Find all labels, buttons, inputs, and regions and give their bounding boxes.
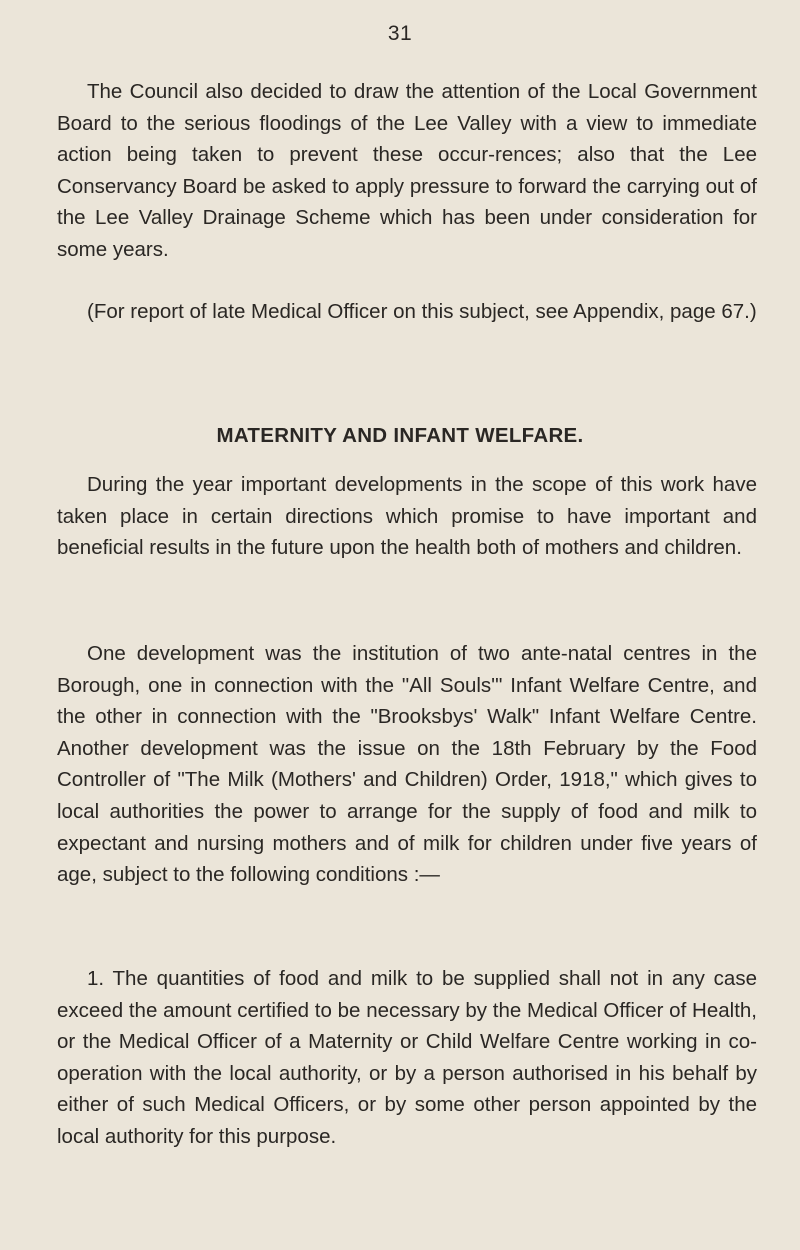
paragraph-ante-natal-centres: One development was the institution of two ante-natal centres in the Borough, one in connection with the "All Souls'" Infant Welfare Centre, and the other in connection with the "Brooksbys' Walk" Infant Welfare Centre. Another development was the issue on the 18th February by the Food Controller of "The Milk (Mothers' and Children) Order, 1918," which gives to local authorities the power to arrange for the supply of food and milk to expectant and nursing mothers and of milk for children under five years of age, subject to the following conditions :—: [57, 642, 757, 887]
page-number: 31: [387, 22, 413, 45]
paragraph-condition-1: 1. The quantities of food and milk to be supplied shall not in any case exceed the amount certified to be necessary by the Medical Officer of Health, or the Medical Officer of a Maternity or Child Welfare Centre working in co-operation with the local authority, or by a person authorised in his behalf by either of such Medical Officers, or by some other person appointed by the local authority for this purpose.: [57, 967, 757, 1148]
paragraph-lee-valley-flooding: The Council also decided to draw the attention of the Local Government Board to the serious floodings of the Lee Valley with a view to immediate action being taken to prevent these occur-rences; also that the Lee Conservancy Board be asked to apply pressure to forward the carrying out of the Lee Valley Drainage Scheme which has been under consideration for some years.: [57, 80, 757, 261]
paragraph-appendix-reference: (For report of late Medical Officer on this subject, see Appendix, page 67.): [87, 300, 757, 323]
section-heading: MATERNITY AND INFANT WELFARE.: [216, 424, 584, 447]
paragraph-developments: During the year important developments in the scope of this work have taken place in certain directions which promise to have important and beneficial results in the future upon the health both of mothers and children.: [57, 473, 757, 560]
